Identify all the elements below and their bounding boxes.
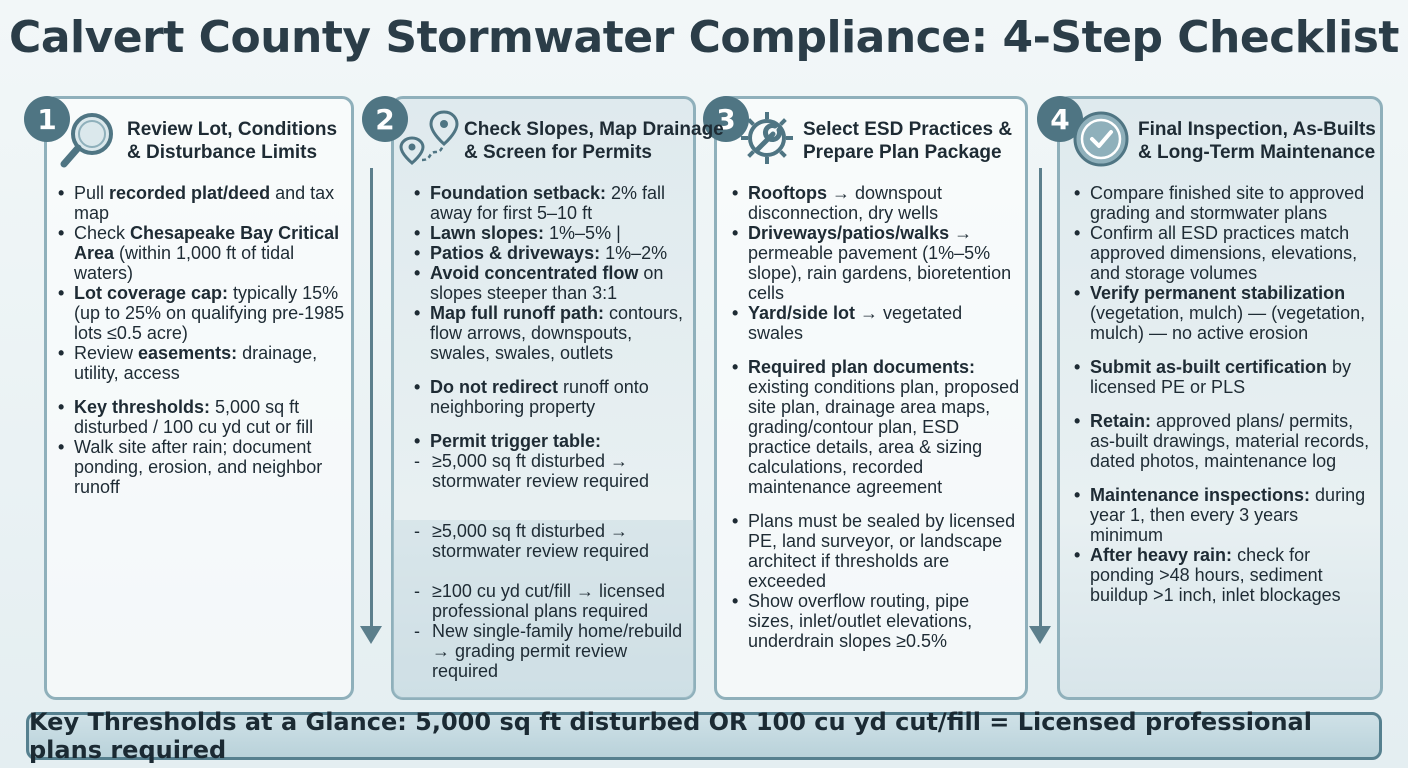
list-item: • Verify permanent stabilization (vegetation, mulch) — (vegetation, mulch) — no active erosion [1072,283,1374,343]
step-2-list [412,183,690,681]
step-3-title [803,118,1012,164]
list-item: • Required plan documents: existing conditions plan, proposed site plan, drainage area maps, grading/contour plan, ESD practice details, area & sizing calculations, recorded maintenance agreement [730,357,1020,497]
list-item: • Lot coverage cap: typically 15% (up to 25% on qualifying pre-1985 lots ≤0.5 acre) [56,283,346,343]
step-2-number: 2 [362,96,408,142]
flow-arrow-1-head [360,626,382,644]
step-3-title-line-1: Select ESD Practices & [803,119,1013,140]
step-4-title-line-2: & Long-Term Maintenance [1138,142,1376,163]
list-item: • Permit trigger table: [412,431,690,451]
permit-trigger-row: - ≥5,000 sq ft disturbed → stormwater review required [412,451,690,491]
step-3-title-line-2: Prepare Plan Package [803,142,1002,163]
step-2-title-line-1: Check Slopes, Map Drainage [464,119,724,140]
flow-arrow-1-line [370,168,373,630]
check-circle-icon [1072,110,1130,168]
list-item: • Compare finished site to approved grading and stormwater plans [1072,183,1374,223]
map-pin-route-icon [398,108,460,170]
step-1-number: 1 [24,96,70,142]
list-item: • Review easements: drainage, utility, access [56,343,346,383]
list-item: • Confirm all ESD practices match approved dimensions, elevations, and storage volumes [1072,223,1374,283]
step-4-title [1138,118,1376,164]
list-item: • After heavy rain: check for ponding >48 hours, sediment buildup >1 inch, inlet blockages [1072,545,1374,605]
step-1-list [56,183,346,497]
step-4-number: 4 [1037,96,1083,142]
gear-wrench-icon [735,106,799,170]
list-item: • Rooftops → downspout disconnection, dry wells [730,183,1020,223]
list-item: • Walk site after rain; document ponding, erosion, and neighbor runoff [56,437,346,497]
list-item: • Driveways/patios/walks → permeable pavement (1%–5% slope), rain gardens, bioretention cells [730,223,1020,303]
list-item: • Patios & driveways: 1%–2% [412,243,690,263]
permit-trigger-row: - New single-family home/rebuild → grading permit review required [412,621,690,681]
list-item: • Avoid concentrated flow on slopes steeper than 3:1 [412,263,690,303]
step-1-title-line-1: Review Lot, Conditions [127,119,338,140]
list-item: • Maintenance inspections: during year 1, then every 3 years minimum [1072,485,1374,545]
list-item: • Yard/side lot → vegetated swales [730,303,1020,343]
list-item: • Plans must be sealed by licensed PE, land surveyor, or landscape architect if thresholds are exceeded [730,511,1020,591]
list-item: • Retain: approved plans/ permits, as-built drawings, material records, dated photos, maintenance log [1072,411,1374,471]
step-2-title-line-2: & Screen for Permits [464,142,652,163]
list-item: • Submit as-built certification by licensed PE or PLS [1072,357,1374,397]
list-item: • Map full runoff path: contours, flow arrows, downspouts, swales, swales, outlets [412,303,690,363]
step-3-list [730,183,1020,651]
key-thresholds-banner: Key Thresholds at a Glance: 5,000 sq ft disturbed OR 100 cu yd cut/fill = Licensed professional plans required [26,712,1382,760]
list-item: • Pull recorded plat/deed and tax map [56,183,346,223]
flow-arrow-3-line [1039,168,1042,630]
step-1-title [127,118,337,164]
permit-trigger-row: - ≥100 cu yd cut/fill → licensed professional plans required [412,581,690,621]
permit-trigger-row: - ≥5,000 sq ft disturbed → stormwater review required [412,521,690,561]
list-item: • Key thresholds: 5,000 sq ft disturbed / 100 cu yd cut or fill [56,397,346,437]
list-item: • Check Chesapeake Bay Critical Area (within 1,000 ft of tidal waters) [56,223,346,283]
flow-arrow-3-head [1029,626,1051,644]
page-title: Calvert County Stormwater Compliance: 4-Step Checklist [9,12,1399,63]
step-4-title-line-1: Final Inspection, As-Builts [1138,119,1376,140]
list-item: • Show overflow routing, pipe sizes, inlet/outlet elevations, underdrain slopes ≥0.5% [730,591,1020,651]
list-item: • Foundation setback: 2% fall away for first 5–10 ft [412,183,690,223]
list-item: • Lawn slopes: 1%–5% | [412,223,690,243]
magnifier-icon [58,108,120,170]
step-3-number: 3 [703,96,749,142]
list-item: • Do not redirect runoff onto neighboring property [412,377,690,417]
step-1-title-line-2: & Disturbance Limits [127,142,318,163]
step-4-list [1072,183,1374,605]
step-2-title [464,118,724,164]
